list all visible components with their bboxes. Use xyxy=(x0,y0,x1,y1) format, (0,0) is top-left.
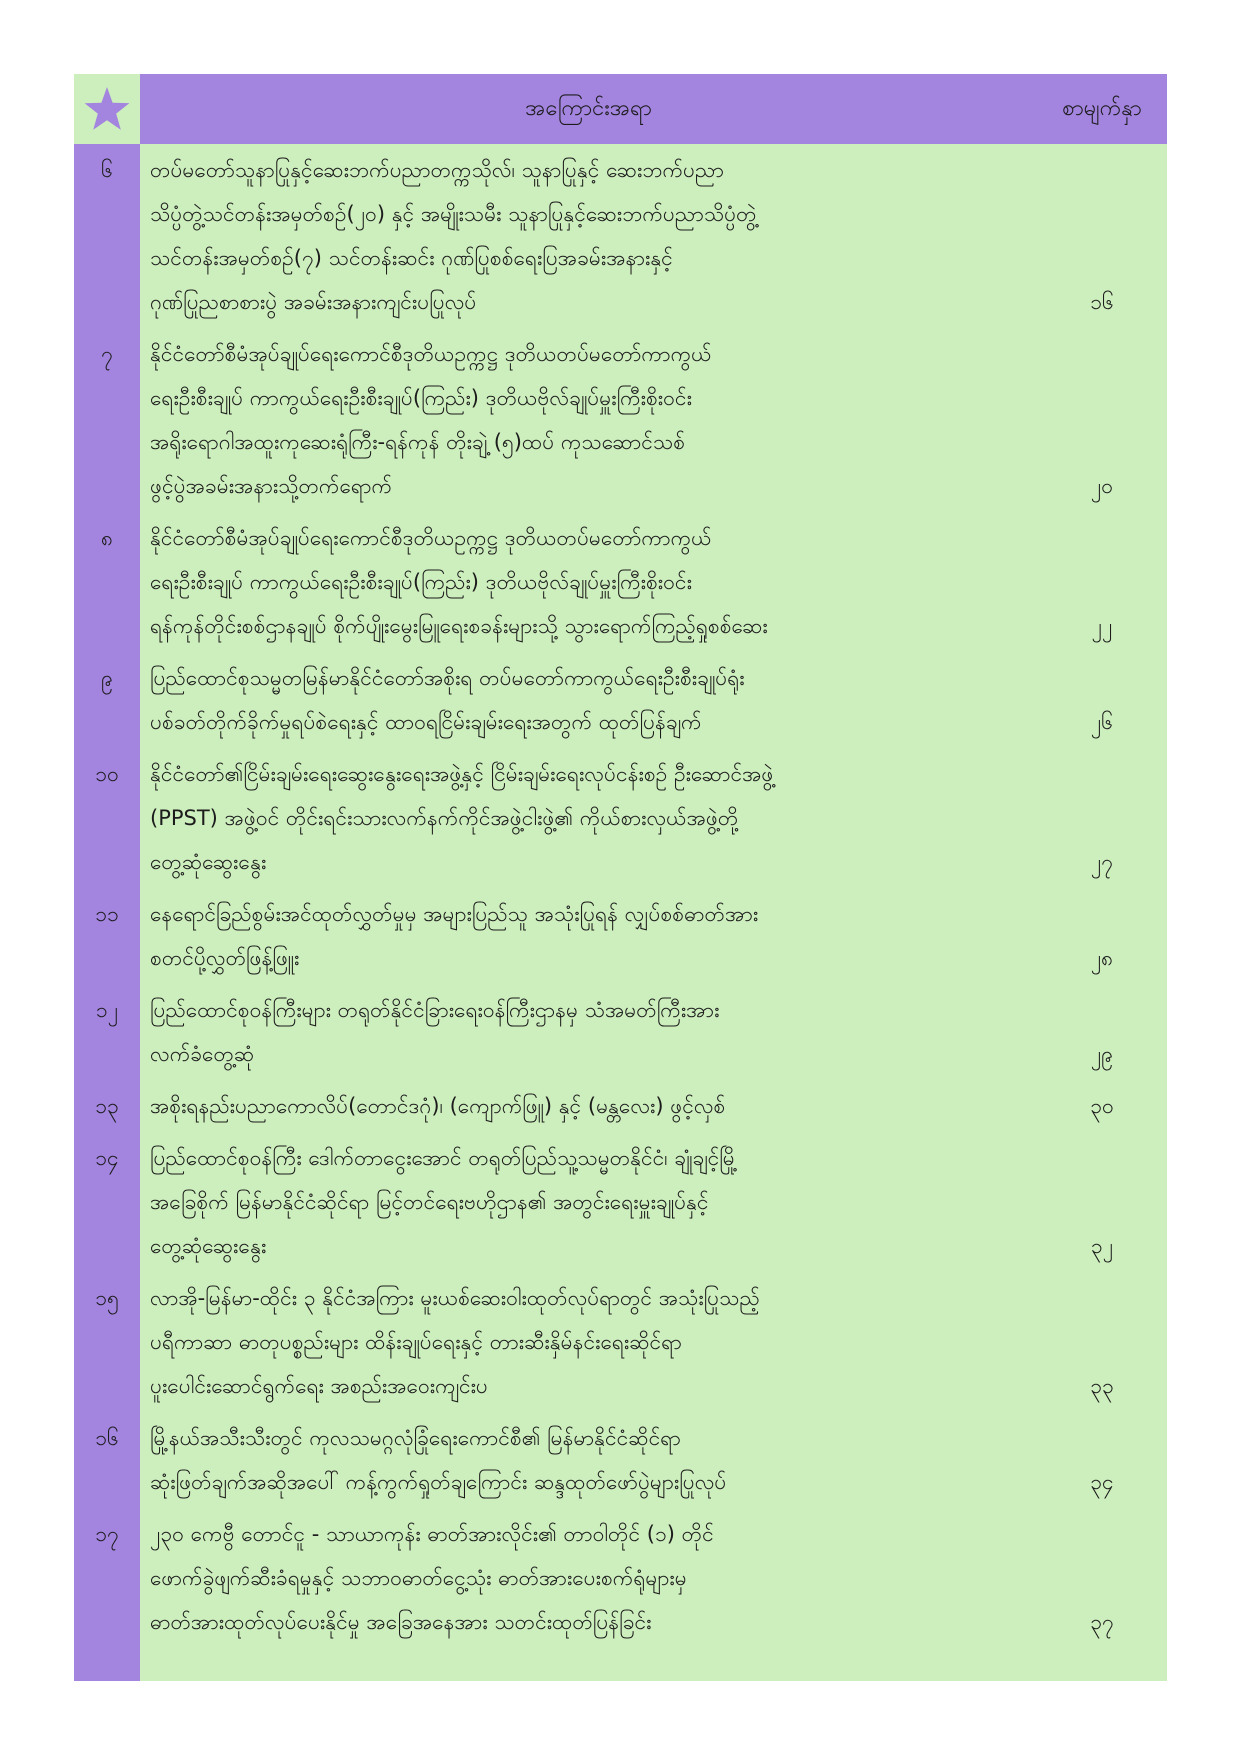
entry-number: ၁၇ xyxy=(95,1522,119,1546)
entry-title-line: ပရီကာဆာ ဓာတုပစ္စည်းများ ထိန်းချုပ်ရေးနှင့် တားဆီးနှိမ်နင်းရေးဆိုင်ရာ xyxy=(150,1330,682,1354)
entry-title-line: နေရောင်ခြည်စွမ်းအင်ထုတ်လွှတ်မှုမှ အများပြည်သူ အသုံးပြုရန် လျှပ်စစ်ဓာတ်အား xyxy=(150,902,759,926)
entry-title-line: လက်ခံတွေ့ဆုံ xyxy=(150,1042,255,1066)
entry-number: ၁၀ xyxy=(95,762,119,786)
entry-title-line: နိုင်ငံတော်၏ငြိမ်းချမ်းရေးဆွေးနွေးရေးအဖွဲ့နှင့် ငြိမ်းချမ်းရေးလုပ်ငန်းစဉ် ဦးဆောင်အဖွဲ့ xyxy=(150,762,774,786)
entry-title xyxy=(140,892,1037,980)
entry-page-number: ၃၂ xyxy=(1090,1234,1114,1258)
entry-page-number: ၃၇ xyxy=(1090,1610,1114,1634)
toc-entry[interactable] xyxy=(74,332,1167,508)
entry-title-line: ပြည်ထောင်စုဝန်ကြီး ဒေါက်တာငွေးအောင် တရုတ်ပြည်သူ့သမ္မတနိုင်ငံ၊ ချုံချင့်မြို့ xyxy=(150,1146,738,1170)
entry-page-number: ၂၉ xyxy=(1090,1042,1114,1066)
entry-title-line: ပူးပေါင်းဆောင်ရွက်ရေး အစည်းအဝေးကျင်းပ xyxy=(150,1374,488,1398)
entry-title xyxy=(140,332,1037,508)
entry-page-number: ၂၆ xyxy=(1090,710,1114,734)
entry-title-line: သင်တန်းအမှတ်စဉ်(၇) သင်တန်းဆင်း ဂုဏ်ပြုစစ်ရေးပြအခမ်းအနားနှင့် xyxy=(150,246,673,270)
entry-title-line: နိုင်ငံတော်စီမံအုပ်ချုပ်ရေးကောင်စီဒုတိယဥက္ကဋ္ဌ ဒုတိယတပ်မတော်ကာကွယ် xyxy=(150,342,712,366)
entry-title-line: ရေးဦးစီးချုပ် ကာကွယ်ရေးဦးစီးချုပ်(ကြည်း) ဒုတိယဗိုလ်ချုပ်မှူးကြီးစိုးဝင်း xyxy=(150,386,692,410)
entry-title-line: ဖွင့်ပွဲအခမ်းအနားသို့တက်ရောက် xyxy=(150,474,393,498)
entry-number: ၁၃ xyxy=(95,1094,119,1118)
entry-page-number: ၃၄ xyxy=(1090,1470,1114,1494)
toc-header xyxy=(74,74,1167,144)
entry-title-line: ဆုံးဖြတ်ချက်အဆိုအပေါ် ကန့်ကွက်ရှုတ်ချကြောင်း ဆန္ဒထုတ်ဖော်ပွဲများပြုလုပ် xyxy=(150,1470,727,1494)
toc-entry[interactable] xyxy=(74,1276,1167,1408)
entry-title xyxy=(140,148,1037,324)
header-bar xyxy=(140,74,1167,144)
toc-entry[interactable] xyxy=(74,1512,1167,1644)
entry-title-line: ဓာတ်အားထုတ်လုပ်ပေးနိုင်မှု အခြေအနေအား သတင်းထုတ်ပြန်ခြင်း xyxy=(150,1610,652,1634)
entry-title-line: ဂုဏ်ပြုညစာစားပွဲ အခမ်းအနားကျင်းပပြုလုပ် xyxy=(150,290,477,314)
entry-title-line: သိပ္ပံတွဲ့သင်တန်းအမှတ်စဉ်(၂၀) နှင့် အမျိုးသမီး သူနာပြုနှင့်ဆေးဘက်ပညာသိပ္ပံတွဲ့ xyxy=(150,202,757,226)
toc-entry[interactable] xyxy=(74,1416,1167,1504)
entry-list xyxy=(74,144,1167,1652)
entry-title xyxy=(140,752,1037,884)
entry-title xyxy=(140,1084,1037,1128)
contents-heading: အကြောင်းအရာ xyxy=(525,95,652,121)
entry-number: ၆ xyxy=(101,158,113,182)
entry-title-line: ပြည်ထောင်စုသမ္မတမြန်မာနိုင်ငံတော်အစိုးရ တပ်မတော်ကာကွယ်ရေးဦးစီးချုပ်ရုံး xyxy=(150,666,745,690)
toc-entry[interactable] xyxy=(74,148,1167,324)
entry-number: ၁၂ xyxy=(95,998,119,1022)
entry-title-line: အခြေစိုက် မြန်မာနိုင်ငံဆိုင်ရာ မြင့်တင်ရေးဗဟိုဌာန၏ အတွင်းရေးမှူးချုပ်နှင့် xyxy=(150,1190,709,1214)
entry-title-line: အရိုးရောဂါအထူးကုဆေးရုံကြီး-ရန်ကုန် တိုးချဲ့ (၅)ထပ် ကုသဆောင်သစ် xyxy=(150,430,686,454)
entry-title-line: အစိုးရနည်းပညာကောလိပ်(တောင်ဒဂုံ)၊ (ကျောက်ဖြူ) နှင့် (မန္တလေး) ဖွင့်လှစ် xyxy=(150,1094,726,1118)
toc-entry[interactable] xyxy=(74,892,1167,980)
entry-number: ၉ xyxy=(101,666,113,690)
entry-title-line: စတင်ပို့လွှတ်ဖြန့်ဖြူး xyxy=(150,946,300,970)
entry-title-line: နိုင်ငံတော်စီမံအုပ်ချုပ်ရေးကောင်စီဒုတိယဥက္ကဋ္ဌ ဒုတိယတပ်မတော်ကာကွယ် xyxy=(150,526,712,550)
toc-entry[interactable] xyxy=(74,1136,1167,1268)
toc-entry[interactable] xyxy=(74,988,1167,1076)
entry-title xyxy=(140,1512,1037,1644)
entry-page-number: ၃၃ xyxy=(1090,1374,1114,1398)
entry-title xyxy=(140,1276,1037,1408)
entry-page-number: ၂၈ xyxy=(1090,946,1114,970)
entry-page-number: ၂၇ xyxy=(1090,850,1114,874)
entry-title xyxy=(140,1136,1037,1268)
entry-title-line: မြို့နယ်အသီးသီးတွင် ကုလသမဂ္ဂလုံခြုံရေးကောင်စီ၏ မြန်မာနိုင်ငံဆိုင်ရာ xyxy=(150,1426,681,1450)
table-of-contents xyxy=(74,74,1167,1681)
entry-title xyxy=(140,988,1037,1076)
entry-number: ၁၁ xyxy=(95,902,119,926)
star-cell xyxy=(74,74,140,144)
entry-title xyxy=(140,1416,1037,1504)
entry-page-number: ၁၆ xyxy=(1090,290,1114,314)
entry-title-line: ပြည်ထောင်စုဝန်ကြီးများ တရုတ်နိုင်ငံခြားရေးဝန်ကြီးဌာနမှ သံအမတ်ကြီးအား xyxy=(150,998,720,1022)
page-column-heading: စာမျက်နှာ xyxy=(1062,95,1142,121)
entry-title-line: တွေ့ဆုံဆွေးနွေး xyxy=(150,1234,267,1258)
entry-title-line: (PPST) အဖွဲ့ဝင် တိုင်းရင်းသားလက်နက်ကိုင်အဖွဲ့ငါးဖွဲ့၏ ကိုယ်စားလှယ်အဖွဲ့တို့ xyxy=(150,806,739,830)
entry-title-line: ရေးဦးစီးချုပ် ကာကွယ်ရေးဦးစီးချုပ်(ကြည်း) ဒုတိယဗိုလ်ချုပ်မှူးကြီးစိုးဝင်း xyxy=(150,570,692,594)
toc-entry[interactable] xyxy=(74,516,1167,648)
entry-title-line: ရန်ကုန်တိုင်းစစ်ဌာနချုပ် စိုက်ပျိုးမွေးမြူရေးစခန်းများသို့ သွားရောက်ကြည့်ရှုစစ်ဆေး xyxy=(150,614,768,638)
entry-title-line: ၂၃၀ ကေဗွီ တောင်ငူ - သာယာကုန်း ဓာတ်အားလိုင်း၏ တာဝါတိုင် (၁) တိုင် xyxy=(150,1522,714,1546)
entry-page-number: ၂၀ xyxy=(1090,474,1114,498)
entry-number: ၇ xyxy=(101,342,113,366)
entry-page-number: ၃၀ xyxy=(1090,1094,1114,1118)
entry-number: ၁၆ xyxy=(95,1426,119,1450)
entry-title xyxy=(140,656,1037,744)
entry-title xyxy=(140,516,1037,648)
entry-number: ၁၅ xyxy=(95,1286,119,1310)
toc-entry[interactable] xyxy=(74,1084,1167,1128)
entry-title-line: လာအို-မြန်မာ-ထိုင်း ၃ နိုင်ငံအကြား မူးယစ်ဆေးဝါးထုတ်လုပ်ရာတွင် အသုံးပြုသည့် xyxy=(150,1286,760,1310)
toc-entry[interactable] xyxy=(74,656,1167,744)
star-icon xyxy=(83,85,131,133)
entry-title-line: တပ်မတော်သူနာပြုနှင့်ဆေးဘက်ပညာတက္ကသိုလ်၊ သူနာပြုနှင့် ဆေးဘက်ပညာ xyxy=(150,158,724,182)
entry-title-line: ဖောက်ခွဲဖျက်ဆီးခံရမှုနှင့် သဘာဝဓာတ်ငွေ့သုံး ဓာတ်အားပေးစက်ရုံများမှ xyxy=(150,1566,687,1590)
toc-entry[interactable] xyxy=(74,752,1167,884)
entry-number: ၈ xyxy=(101,526,113,550)
entry-page-number: ၂၂ xyxy=(1091,614,1113,638)
entry-title-line: ပစ်ခတ်တိုက်ခိုက်မှုရပ်စဲရေးနှင့် ထာဝရငြိမ်းချမ်းရေးအတွက် ထုတ်ပြန်ချက် xyxy=(150,710,702,734)
entry-title-line: တွေ့ဆုံဆွေးနွေး xyxy=(150,850,267,874)
entry-number: ၁၄ xyxy=(95,1146,119,1170)
